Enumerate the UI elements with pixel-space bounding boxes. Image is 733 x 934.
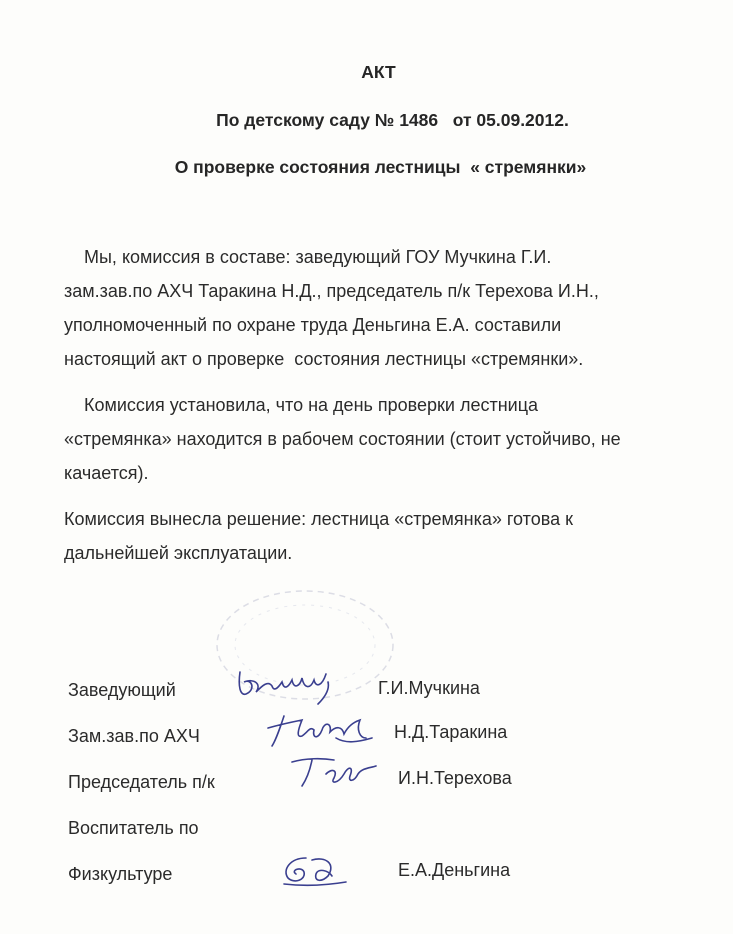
paragraph-line: «стремянка» находится в рабочем состоянии (стоит устойчиво, не [64, 429, 621, 449]
paragraph-line: Мы, комиссия в составе: заведующий ГОУ Мучкина Г.И. [64, 247, 552, 267]
paragraph-line: дальнейшей эксплуатации. [64, 543, 293, 563]
signature-role: Заведующий [68, 680, 176, 700]
paragraph-commission [64, 240, 704, 376]
document-title: АКТ [361, 62, 396, 82]
signature-role: Физкультуре [68, 864, 173, 884]
paragraph-line: настоящий акт о проверке состояния лестницы «стремянки». [64, 349, 584, 369]
signature-deputy [262, 708, 382, 754]
paragraph-line: Комиссия установила, что на день проверки лестница [64, 395, 539, 415]
document-subtitle: По детскому саду № 1486 от 05.09.2012. [216, 110, 569, 130]
signature-chair [286, 752, 382, 792]
signature-name: И.Н.Терехова [398, 768, 512, 788]
signature-role: Воспитатель по [68, 818, 199, 838]
signature-name: Г.И.Мучкина [378, 678, 480, 698]
signature-pe-teacher [276, 848, 352, 892]
signature-name: Н.Д.Таракина [394, 722, 508, 742]
signature-head [232, 660, 352, 706]
paragraph-line: Комиссия вынесла решение: лестница «стремянка» готова к [64, 509, 573, 529]
paragraph-line: качается). [64, 463, 149, 483]
signature-role: Зам.зав.по АХЧ [68, 726, 200, 746]
paragraph-findings [64, 388, 704, 490]
signature-role: Председатель п/к [68, 772, 215, 792]
signature-name: Е.А.Деньгина [398, 860, 511, 880]
paragraph-line: уполномоченный по охране труда Деньгина Е.А. составили [64, 315, 562, 335]
document-subject: О проверке состояния лестницы « стремянки» [174, 157, 587, 177]
paragraph-decision [64, 502, 704, 570]
paragraph-line: зам.зав.по АХЧ Таракина Н.Д., председатель п/к Терехова И.Н., [64, 281, 599, 301]
